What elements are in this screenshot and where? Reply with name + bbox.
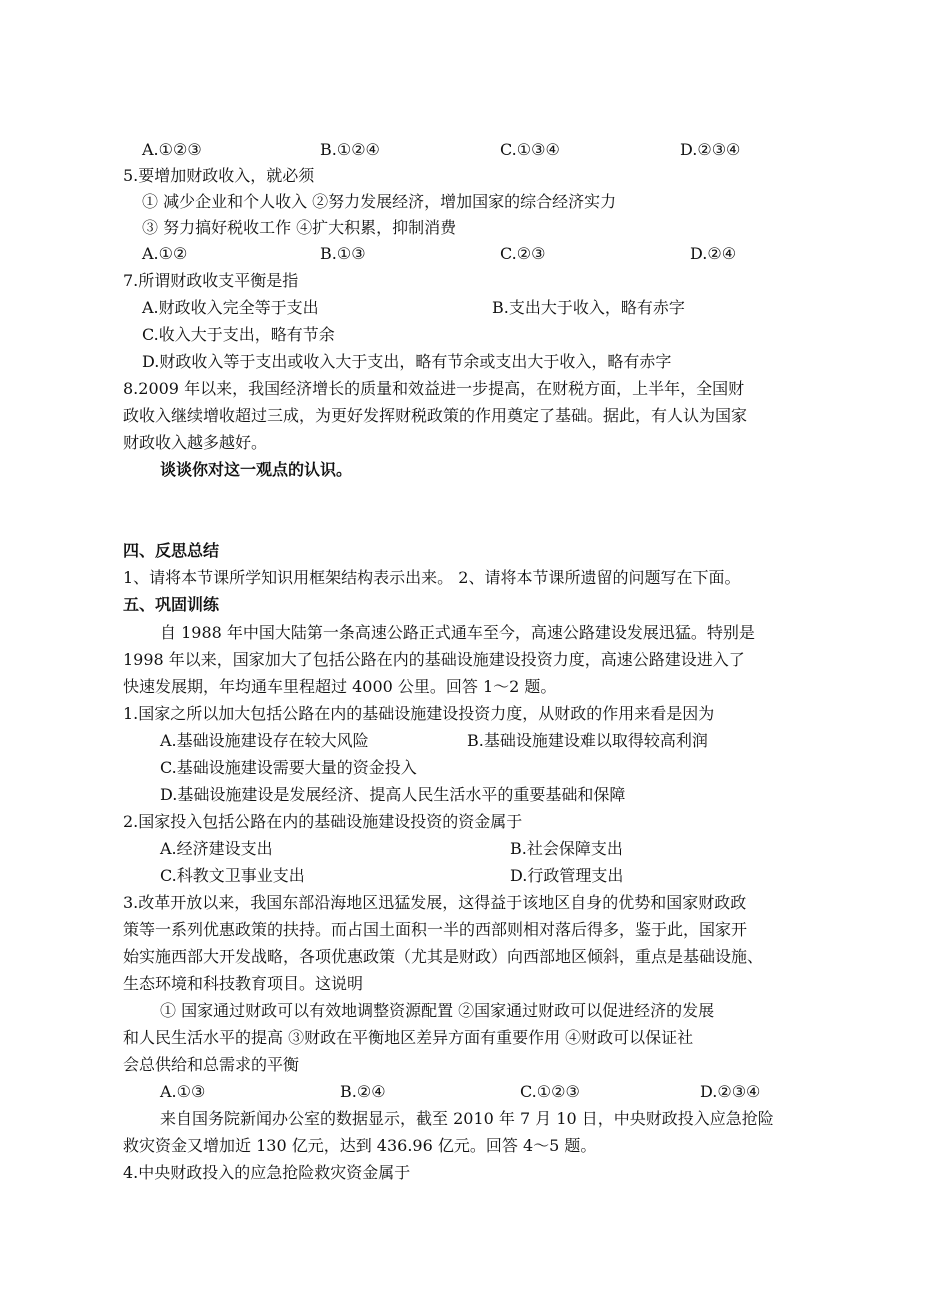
option-b: B.②④ xyxy=(340,1082,386,1101)
option-c: C.②③ xyxy=(500,244,546,263)
training-question-1-stem: 1.国家之所以加大包括公路在内的基础设施建设投资力度，从财政的作用来看是因为 xyxy=(123,704,715,723)
training-question-2-options-ab xyxy=(0,836,950,862)
option-d: D.②③④ xyxy=(700,1082,761,1101)
option-a: A.①②③ xyxy=(142,140,202,159)
option-a: A.①② xyxy=(142,244,188,263)
option-d: D.②④ xyxy=(690,244,737,263)
training-question-3-options xyxy=(0,1079,950,1105)
training-question-2-stem: 2.国家投入包括公路在内的基础设施建设投资的资金属于 xyxy=(123,812,523,831)
training-question-3-line-2: 策等一系列优惠政策的扶持。而占国土面积一半的西部则相对落后得多，鉴于此，国家开 xyxy=(123,920,748,939)
passage-1-line-1: 自 1988 年中国大陆第一条高速公路正式通车至今，高速公路建设发展迅猛。特别是 xyxy=(160,623,755,642)
option-a: A.财政收入完全等于支出 xyxy=(142,298,319,317)
option-b: B.支出大于收入，略有赤字 xyxy=(492,298,685,317)
question-7-option-d: D.财政收入等于支出或收入大于支出，略有节余或支出大于收入，略有赤字 xyxy=(142,352,672,371)
training-question-3-statements-2: 和人民生活水平的提高 ③财政在平衡地区差异方面有重要作用 ④财政可以保证社 xyxy=(123,1028,694,1047)
question-5-statement-2: ③ 努力搞好税收工作 ④扩大积累，抑制消费 xyxy=(142,218,457,237)
question-8-line-3: 财政收入越多越好。 xyxy=(123,433,268,452)
option-b: B.①③ xyxy=(320,244,366,263)
option-a: A.经济建设支出 xyxy=(160,839,273,858)
question-8-line-1: 8.2009 年以来，我国经济增长的质量和效益进一步提高，在财税方面，上半年，全国财 xyxy=(123,379,745,398)
passage-2-line-2: 救灾资金又增加近 130 亿元，达到 436.96 亿元。回答 4～5 题。 xyxy=(123,1136,597,1155)
training-question-1-option-c: C.基础设施建设需要大量的资金投入 xyxy=(160,758,417,777)
section-5-title: 五、巩固训练 xyxy=(123,595,220,614)
option-c: C.①③④ xyxy=(500,140,560,159)
option-a: A.①③ xyxy=(160,1082,206,1101)
training-question-3-line-4: 生态环境和科技教育项目。这说明 xyxy=(123,974,364,993)
training-question-2-options-cd xyxy=(0,863,950,889)
option-d: D.行政管理支出 xyxy=(510,866,624,885)
option-d: D.②③④ xyxy=(680,140,741,159)
option-b: B.社会保障支出 xyxy=(510,839,623,858)
option-b: B.基础设施建设难以取得较高利润 xyxy=(467,731,708,750)
training-question-3-statements-3: 会总供给和总需求的平衡 xyxy=(123,1055,300,1074)
passage-1-line-2: 1998 年以来，国家加大了包括公路在内的基础设施建设投资力度，高速公路建设进入了 xyxy=(123,650,745,669)
question-8-line-2: 政收入继续增收超过三成，为更好发挥财税政策的作用奠定了基础。据此，有人认为国家 xyxy=(123,406,748,425)
question-7-options-ab xyxy=(0,295,950,321)
option-a: A.基础设施建设存在较大风险 xyxy=(160,731,369,750)
section-4-instructions: 1、请将本节课所学知识用框架结构表示出来。 2、请将本节课所遗留的问题写在下面。 xyxy=(123,568,741,587)
question-5-statement-1: ① 减少企业和个人收入 ②努力发展经济，增加国家的综合经济实力 xyxy=(142,192,617,211)
training-question-3-line-3: 始实施西部大开发战略，各项优惠政策（尤其是财政）向西部地区倾斜，重点是基础设施、 xyxy=(123,947,764,966)
question-7-stem: 7.所谓财政收支平衡是指 xyxy=(123,271,299,290)
question-4-options xyxy=(0,137,950,163)
training-question-1-options-ab xyxy=(0,728,950,754)
question-8-prompt: 谈谈你对这一观点的认识。 xyxy=(160,460,353,479)
question-5-options xyxy=(0,241,950,267)
option-b: B.①②④ xyxy=(320,140,380,159)
question-7-option-c: C.收入大于支出，略有节余 xyxy=(142,325,335,344)
passage-2-line-1: 来自国务院新闻办公室的数据显示，截至 2010 年 7 月 10 日，中央财政投入应急抢险 xyxy=(160,1109,774,1128)
training-question-3-statements-1: ① 国家通过财政可以有效地调整资源配置 ②国家通过财政可以促进经济的发展 xyxy=(160,1001,715,1020)
training-question-4-stem: 4.中央财政投入的应急抢险救灾资金属于 xyxy=(123,1163,411,1182)
passage-1-line-3: 快速发展期，年均通车里程超过 4000 公里。回答 1～2 题。 xyxy=(123,677,557,696)
section-4-title: 四、反思总结 xyxy=(123,541,220,560)
question-5-stem: 5.要增加财政收入，就必须 xyxy=(123,166,315,185)
training-question-3-line-1: 3.改革开放以来，我国东部沿海地区迅猛发展，这得益于该地区自身的优势和国家财政政 xyxy=(123,893,747,912)
training-question-1-option-d: D.基础设施建设是发展经济、提高人民生活水平的重要基础和保障 xyxy=(160,785,626,804)
option-c: C.科教文卫事业支出 xyxy=(160,866,305,885)
option-c: C.①②③ xyxy=(520,1082,580,1101)
